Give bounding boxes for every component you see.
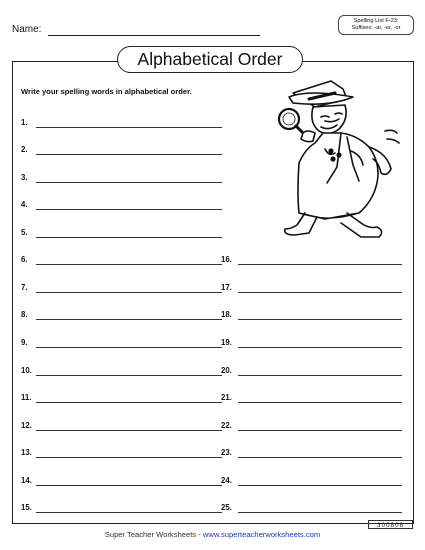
answer-blank[interactable]	[238, 292, 402, 293]
answer-blank[interactable]	[36, 402, 222, 403]
name-field[interactable]	[48, 35, 260, 36]
footer-site-link[interactable]: www.superteacherworksheets.com	[202, 530, 321, 539]
name-label: Name:	[12, 24, 42, 35]
worksheet-code: 300806	[368, 520, 413, 529]
answer-blank[interactable]	[36, 457, 222, 458]
answer-blank[interactable]	[36, 154, 222, 155]
footer-brand: Super Teacher Worksheets	[104, 530, 197, 539]
answer-number: 18.	[221, 310, 232, 319]
answer-blank[interactable]	[238, 402, 402, 403]
answer-number: 8.	[21, 310, 28, 319]
page-title: Alphabetical Order	[117, 46, 303, 73]
answer-blank[interactable]	[238, 347, 402, 348]
answer-number: 16.	[221, 255, 232, 264]
answer-number: 24.	[221, 476, 232, 485]
answer-number: 4.	[21, 200, 28, 209]
footer-separator: -	[196, 530, 203, 539]
answer-blank[interactable]	[238, 264, 402, 265]
name-row	[12, 24, 262, 38]
answer-number: 3.	[21, 173, 28, 182]
answer-number: 6.	[21, 255, 28, 264]
answer-number: 13.	[21, 448, 32, 457]
spelling-list-label: Spelling List F-23:	[353, 18, 399, 24]
answer-number: 7.	[21, 283, 28, 292]
answer-blank[interactable]	[36, 209, 222, 210]
answer-number: 9.	[21, 338, 28, 347]
answer-blank[interactable]	[238, 375, 402, 376]
answer-number: 1.	[21, 118, 28, 127]
answer-blank[interactable]	[36, 512, 222, 513]
answer-number: 2.	[21, 145, 28, 154]
answer-blank[interactable]	[36, 127, 222, 128]
answer-blank[interactable]	[36, 237, 222, 238]
answer-number: 20.	[221, 366, 232, 375]
answer-blank[interactable]	[238, 485, 402, 486]
answer-number: 25.	[221, 503, 232, 512]
answer-blank[interactable]	[36, 264, 222, 265]
instructions: Write your spelling words in alphabetical order.	[21, 87, 192, 96]
answer-blank[interactable]	[36, 347, 222, 348]
answer-number: 15.	[21, 503, 32, 512]
answer-blank[interactable]	[238, 319, 402, 320]
answer-blank[interactable]	[36, 375, 222, 376]
answer-number: 5.	[21, 228, 28, 237]
spelling-list-box	[338, 15, 414, 35]
suffixes-label: Suffixes: -ar, -er, -or	[351, 25, 401, 31]
detective-with-magnifying-glass-icon	[269, 73, 409, 243]
answer-number: 11.	[21, 393, 32, 402]
footer	[0, 530, 425, 539]
answer-number: 12.	[21, 421, 32, 430]
answer-number: 22.	[221, 421, 232, 430]
answer-blank[interactable]	[238, 512, 402, 513]
answer-number: 19.	[221, 338, 232, 347]
answer-blank[interactable]	[238, 430, 402, 431]
answer-blank[interactable]	[36, 430, 222, 431]
answer-blank[interactable]	[36, 182, 222, 183]
answer-number: 23.	[221, 448, 232, 457]
answer-number: 17.	[221, 283, 232, 292]
answer-blank[interactable]	[238, 457, 402, 458]
answer-number: 14.	[21, 476, 32, 485]
answer-number: 10.	[21, 366, 32, 375]
answer-blank[interactable]	[36, 292, 222, 293]
answer-number: 21.	[221, 393, 232, 402]
answer-blank[interactable]	[36, 485, 222, 486]
answer-blank[interactable]	[36, 319, 222, 320]
